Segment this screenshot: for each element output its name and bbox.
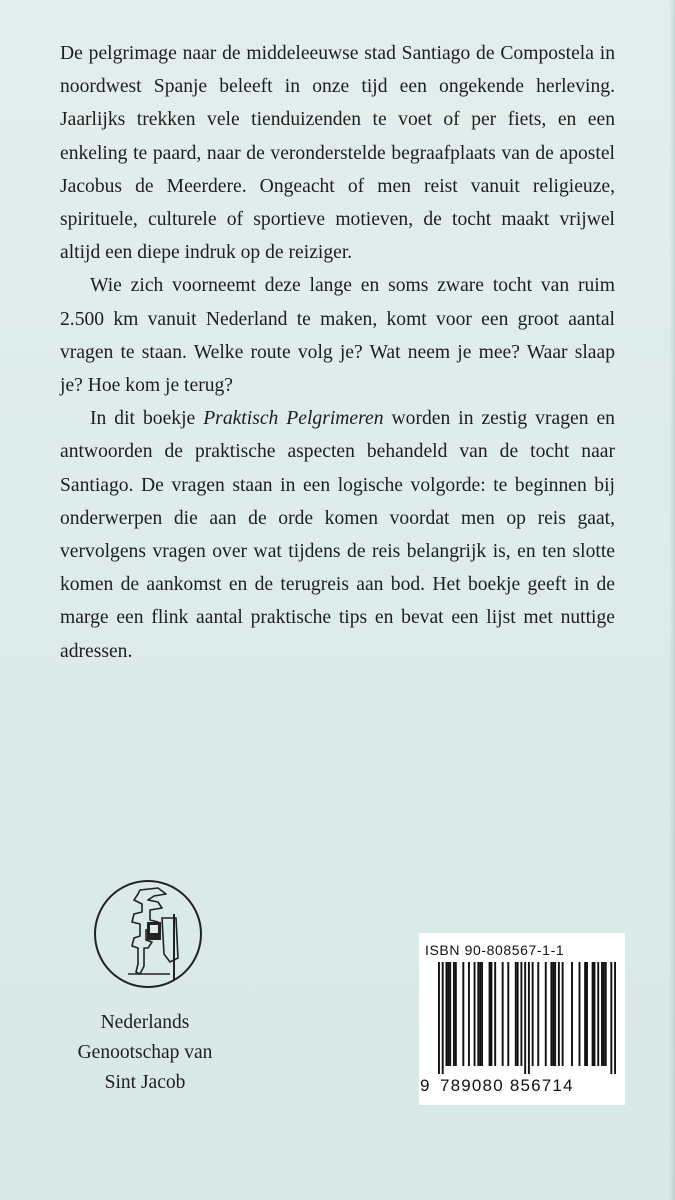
blurb-paragraph-2: Wie zich voorneemt deze lange en soms zware tocht van ruim 2.500 km vanuit Nederland te maken, komt voor een groot aantal vragen te staan. Welke route volg je? Wat neem je mee? Waar slaap je? Hoe kom je terug? (60, 275, 615, 397)
barcode-bar (445, 962, 447, 1066)
blurb-p3-intro: In dit boekje (90, 408, 204, 430)
blurb-paragraph-3 (60, 402, 615, 668)
barcode-bar (453, 962, 455, 1066)
barcode-bar (481, 962, 483, 1066)
blurb-paragraph-1: De pelgrimage naar de middeleeuwse stad Santiago de Compostela in noordwest Spanje beleeft in onze tijd een ongekende herleving. Jaarlijks trekken vele tienduizenden te voet of per fiets, en een enkeling te paard, naar de veronderstelde begraafplaats van de apostel Jacobus de Meerdere. Ongeacht of men reist vanuit religieuze, spirituele, culturele of sportieve motieven, de tocht maakt vrijwel altijd een diepe indruk op de reiziger. (60, 43, 615, 264)
barcode-bar (603, 962, 605, 1066)
back-cover-blurb (60, 37, 615, 668)
barcode-bar (507, 962, 509, 1066)
blurb-p3-body: worden in zestig vragen en antwoorden de praktische aspecten behandeld van de tocht naar Santiago. De vragen staan in een logische volgorde: te beginnen bij onderwerpen die aan de orde komen voordat men op reis gaat, vervolgens vragen over wat tijdens de reis belangrijk is, en ten slotte komen de aankomst en de terugreis aan bod. Het boekje geeft in de marge een flink aantal praktische tips en bevat een lijst met nuttige adressen. (60, 408, 615, 662)
barcode-bar (474, 962, 476, 1066)
publisher-name (40, 1008, 250, 1098)
barcode-bar (447, 962, 449, 1066)
barcode-bar (455, 962, 457, 1066)
ean-number (420, 1076, 624, 1096)
barcode-bar (468, 962, 470, 1066)
barcode-bar (528, 962, 530, 1074)
barcode-bar (537, 962, 539, 1066)
barcode-bar (449, 962, 451, 1066)
barcode-bar (494, 962, 496, 1066)
barcode-bar (584, 962, 586, 1066)
barcode-bar (515, 962, 517, 1066)
barcode-bar (545, 962, 547, 1066)
barcode-bar (479, 962, 481, 1066)
barcode-bar (520, 962, 522, 1066)
barcode-bar (554, 962, 556, 1066)
barcode-bar (502, 962, 504, 1066)
barcode-bar (579, 962, 581, 1066)
book-title: Praktisch Pelgrimeren (203, 408, 384, 430)
barcode-bar (442, 962, 444, 1074)
barcode-bar (489, 962, 491, 1066)
ean-lead-digit: 9 (420, 1076, 431, 1095)
barcode-bar (614, 962, 616, 1074)
isbn-text: ISBN 90-808567-1-1 (425, 942, 565, 958)
ean-group-1: 789080 (439, 1076, 504, 1095)
barcode-bar (605, 962, 607, 1066)
publisher-line-3: Sint Jacob (104, 1072, 186, 1093)
barcode-bar (524, 962, 526, 1074)
barcode-bar (562, 962, 564, 1066)
ean-group-2: 856714 (509, 1076, 574, 1095)
barcode-bar (490, 962, 492, 1066)
barcode-bar (594, 962, 596, 1066)
barcode-bar (610, 962, 612, 1074)
barcode-bar (532, 962, 534, 1066)
pilgrim-emblem-icon (92, 878, 204, 990)
barcode-bar (601, 962, 603, 1066)
barcode-bar (477, 962, 479, 1066)
barcode-bar (550, 962, 552, 1066)
barcode-bar (597, 962, 599, 1066)
publisher-line-1: Nederlands (100, 1012, 190, 1033)
barcode-bar (571, 962, 573, 1066)
publisher-line-2: Genootschap van (77, 1042, 213, 1063)
barcode-bar (558, 962, 560, 1066)
barcode-bar (462, 962, 464, 1066)
cover-edge (669, 0, 675, 1200)
barcode-bar (586, 962, 588, 1066)
barcode-bar (552, 962, 554, 1066)
barcode-bar (517, 962, 519, 1066)
ean-barcode (438, 962, 616, 1074)
barcode-bar (592, 962, 594, 1066)
barcode-bar (438, 962, 440, 1074)
